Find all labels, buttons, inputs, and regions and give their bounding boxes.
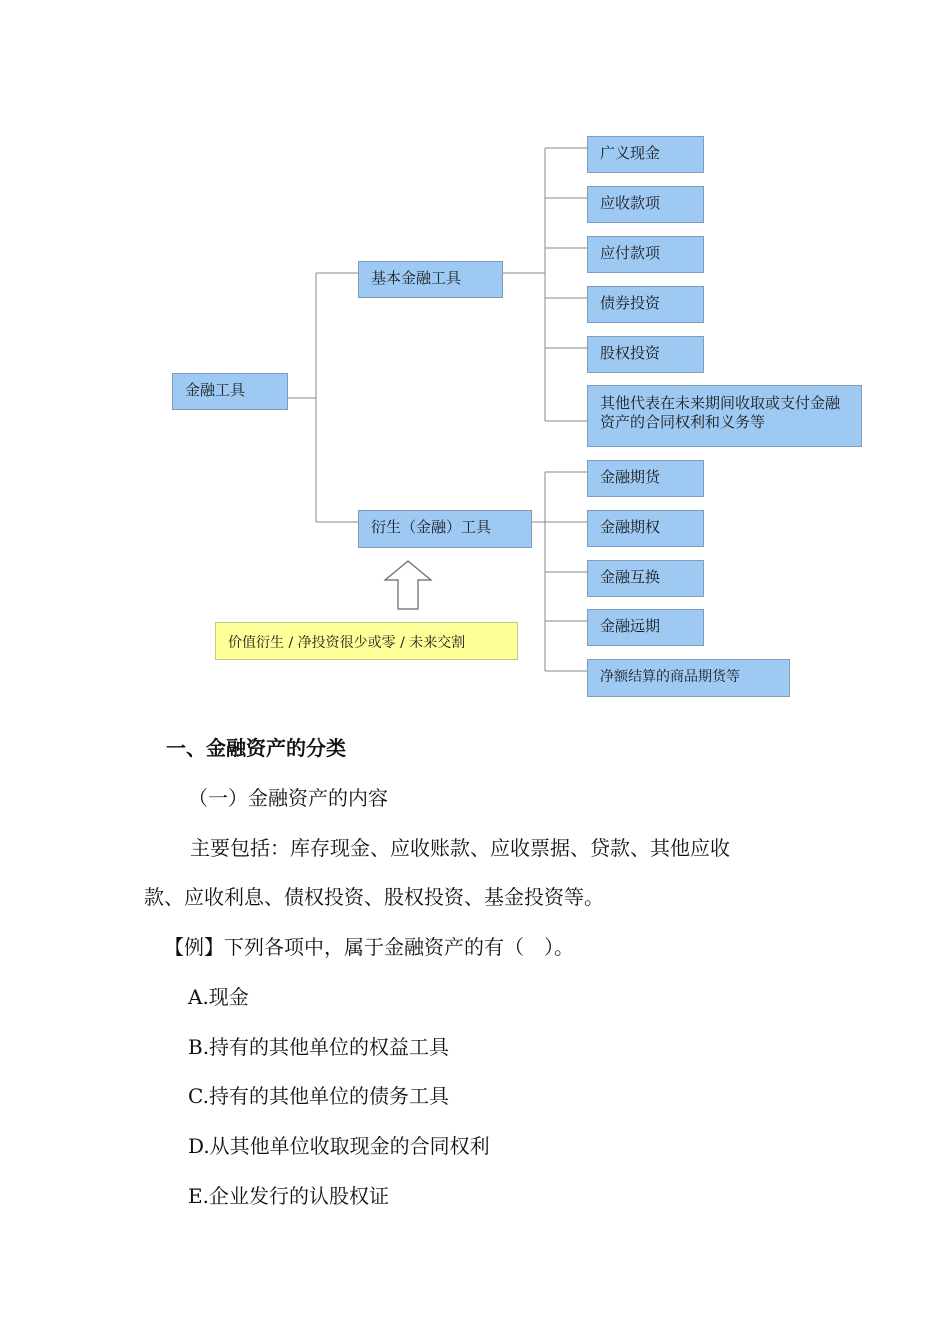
main-text-line-2: 款、应收利息、债权投资、股权投资、基金投资等。 (144, 885, 604, 909)
option-d: D.从其他单位收取现金的合同权利 (188, 1134, 490, 1158)
section-heading: 一、金融资产的分类 (166, 736, 346, 760)
root-node: 金融工具 (172, 373, 288, 410)
derivative-item: 金融远期 (587, 609, 704, 646)
basic-item: 其他代表在未来期间收取或支付金融资产的合同权利和义务等 (587, 385, 862, 447)
derivative-note: 价值衍生 / 净投资很少或零 / 未来交割 (215, 622, 518, 660)
option-c: C.持有的其他单位的债务工具 (188, 1084, 449, 1108)
main-text-line-1: 主要包括：库存现金、应收账款、应收票据、贷款、其他应收 (190, 836, 730, 860)
basic-item: 股权投资 (587, 336, 704, 373)
option-b: B.持有的其他单位的权益工具 (188, 1035, 450, 1059)
basic-item: 广义现金 (587, 136, 704, 173)
basic-instruments-node: 基本金融工具 (358, 261, 503, 298)
basic-item: 债券投资 (587, 286, 704, 323)
derivative-instruments-node: 衍生（金融）工具 (358, 510, 532, 548)
example-question: 【例】下列各项中，属于金融资产的有（ ）。 (164, 935, 574, 959)
option-e: E.企业发行的认股权证 (188, 1184, 389, 1208)
basic-item: 应付款项 (587, 236, 704, 273)
derivative-item: 金融期货 (587, 460, 704, 497)
basic-item: 应收款项 (587, 186, 704, 223)
option-a: A.现金 (188, 985, 249, 1009)
derivative-item: 净额结算的商品期货等 (587, 659, 790, 697)
up-arrow-icon (385, 561, 431, 609)
derivative-item: 金融互换 (587, 560, 704, 597)
derivative-item: 金融期权 (587, 510, 704, 547)
subsection-heading: （一）金融资产的内容 (188, 786, 388, 810)
